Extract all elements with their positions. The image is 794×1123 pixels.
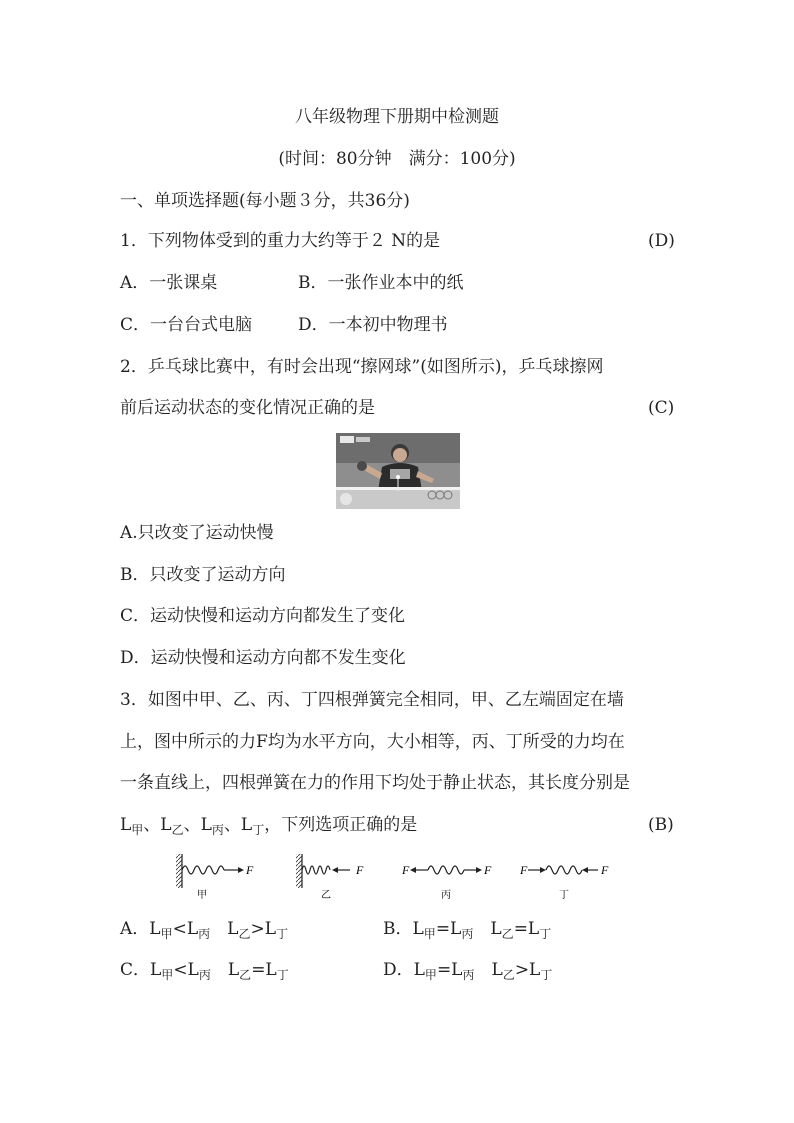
q3-symbol-l: 、L [223,815,253,835]
q3-symbol-l: 、L [183,815,212,835]
q2-stem-line1: 2．乒乓球比赛中，有时会出现“擦网球”(如图所示)，乒乓球擦网 [120,357,604,377]
q3-stem-line4 [120,815,417,840]
force-label-ding-right: F [601,863,609,877]
q3-option-c: C．$L_甲<L_丙$ $L_乙=L_丁$ [120,960,289,982]
spring-label-bing: 丙 [441,890,451,900]
q3-stem-line3: 一条直线上，四根弹簧在力的作用下均处于静止状态，其长度分别是 [120,773,630,793]
spring-diagram [170,848,620,900]
q1-answer: (D) [648,231,675,251]
q1-option-a: A．一张课桌 [120,273,218,293]
q1-stem: 1．下列物体受到的重力大约等于２ N的是 [120,231,441,251]
q1-option-b: B．一张作业本中的纸 [298,273,464,293]
spring-label-jia: 甲 [197,890,207,900]
spring-yi [296,854,364,900]
q3-option-d: D．$L_甲=L_丙$ $L_乙>L_丁$ [383,960,553,982]
q3-stem-line2: 上，图中所示的力F均为水平方向，大小相等，丙、丁所受的力均在 [120,732,625,752]
q2-answer: (C) [648,398,675,418]
table-tennis-illustration [336,433,460,509]
q1-option-d: D．一本初中物理书 [298,315,448,335]
spring-label-yi: 乙 [321,890,331,900]
force-label-bing-right: F [484,863,492,877]
q2-stem-line2: 前后运动状态的变化情况正确的是 [120,398,375,418]
q3-subscript-bing: 丙 [211,823,224,837]
force-label-jia: F [246,863,254,877]
q3-subscript-ding: 丁 [252,823,265,837]
section-heading: 一、单项选择题(每小题３分，共36分) [120,191,410,211]
q3-answer: (B) [648,815,674,835]
q3-stem-line1: 3．如图中甲、乙、丙、丁四根弹簧完全相同，甲、乙左端固定在墙 [120,690,624,710]
q3-subscript-jia: 甲 [131,823,144,837]
table-tennis-photo [336,433,460,509]
force-label-bing-left: F [402,863,410,877]
q2-option-c: C．运动快慢和运动方向都发生了变化 [120,606,406,626]
q3-subscript-yi: 乙 [171,823,184,837]
q3-symbol-l: L [120,815,132,835]
force-label-ding-left: F [520,863,528,877]
q2-option-d: D．运动快慢和运动方向都不发生变化 [120,648,406,668]
q1-option-c: C．一台台式电脑 [120,315,253,335]
spring-ding [519,863,609,900]
exam-info: (时间：80分钟 满分：100分) [278,149,516,169]
q3-option-b: B．$L_甲=L_丙$ $L_乙=L_丁$ [383,919,552,941]
q2-option-b: B．只改变了运动方向 [120,565,286,585]
q3-stem-tail: ，下列选项正确的是 [264,815,418,835]
force-label-yi: F [356,863,364,877]
q3-option-a: A．$L_甲<L_丙$ $L_乙>L_丁$ [120,919,289,941]
q3-symbol-l: 、L [143,815,172,835]
spring-label-ding: 丁 [559,890,569,900]
spring-bing [401,863,492,900]
spring-jia [176,854,254,900]
q2-option-a: A.只改变了运动快慢 [120,523,274,543]
page-title: 八年级物理下册期中检测题 [295,107,499,127]
